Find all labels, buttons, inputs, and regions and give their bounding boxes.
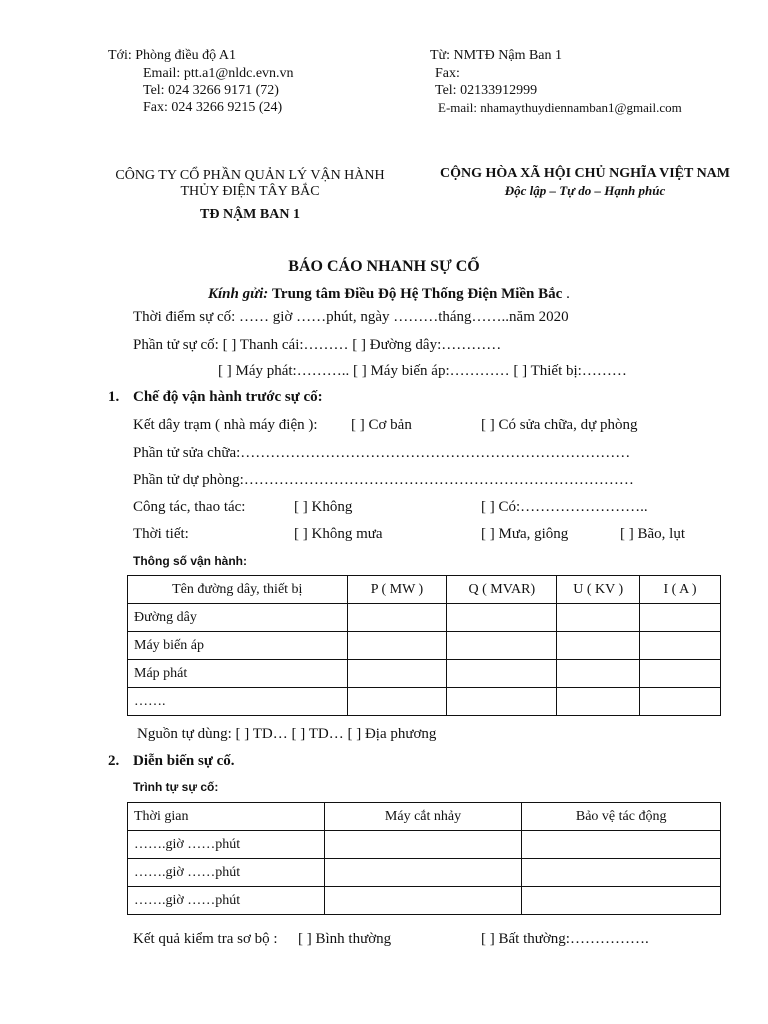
to-email: Email: ptt.a1@nldc.evn.vn	[143, 66, 294, 81]
table-cell	[640, 604, 721, 632]
table-cell	[557, 632, 640, 660]
wiring-option-basic: [ ] Cơ bản	[351, 417, 412, 433]
company-name-line2: THỦY ĐIỆN TÂY BẮC	[180, 184, 320, 199]
params-title: Thông số vận hành:	[133, 554, 247, 568]
recipient-line	[208, 286, 570, 303]
weather-label: Thời tiết:	[133, 526, 189, 542]
table-cell	[347, 660, 447, 688]
table-row	[128, 688, 721, 716]
params-row-label: …….	[128, 688, 348, 716]
table-row	[128, 632, 721, 660]
repair-element-line: Phần tử sửa chữa:……………………………………………………………………	[133, 445, 631, 461]
to-fax: Fax: 024 3266 9215 (24)	[143, 100, 283, 115]
params-row-label: Máp phát	[128, 660, 348, 688]
sequence-header-time: Thời gian	[128, 803, 325, 831]
table-cell	[522, 859, 721, 887]
wiring-label: Kết dây trạm ( nhà máy điện ):	[133, 417, 318, 433]
incident-element-line1: Phần tử sự cố: [ ] Thanh cái:……… [ ] Đường dây:…………	[133, 337, 502, 353]
table-cell	[640, 688, 721, 716]
table-cell	[447, 688, 557, 716]
recipient-prefix: Kính gửi:	[208, 286, 269, 302]
sequence-header-breaker: Máy cắt nhảy	[324, 803, 522, 831]
params-header-q: Q ( MVAR)	[447, 576, 557, 604]
incident-element-line2: [ ] Máy phát:……….. [ ] Máy biến áp:………… [ ] Thiết bị:………	[218, 363, 627, 379]
work-option-no: [ ] Không	[294, 499, 353, 515]
sequence-header-row	[128, 803, 721, 831]
table-cell	[347, 604, 447, 632]
table-row	[128, 604, 721, 632]
table-cell	[522, 831, 721, 859]
params-header-u: U ( KV )	[557, 576, 640, 604]
table-cell	[640, 660, 721, 688]
recipient-name: Trung tâm Điều Độ Hệ Thống Điện Miền Bắc	[272, 286, 563, 302]
table-cell	[324, 859, 522, 887]
weather-option-storm: [ ] Bão, lụt	[620, 526, 685, 542]
table-row	[128, 859, 721, 887]
table-cell	[557, 688, 640, 716]
table-cell	[347, 632, 447, 660]
recipient-end: .	[566, 286, 570, 302]
from-tel: Tel: 02133912999	[435, 83, 538, 98]
incident-time: Thời điểm sự cố: …… giờ ……phút, ngày ………tháng……..năm 2020	[133, 309, 569, 325]
check-option-abnormal: [ ] Bất thường:…………….	[481, 931, 649, 947]
table-cell	[447, 604, 557, 632]
params-header-row	[128, 576, 721, 604]
weather-option-rain: [ ] Mưa, giông	[481, 526, 569, 542]
params-row-label: Đường dây	[128, 604, 348, 632]
section1-number: 1.	[108, 389, 120, 405]
sequence-row-time: …….giờ ……phút	[128, 887, 325, 915]
params-header-name: Tên đường dây, thiết bị	[128, 576, 348, 604]
check-label: Kết quả kiểm tra sơ bộ :	[133, 931, 278, 947]
section1-title: Chế độ vận hành trước sự cố:	[133, 389, 323, 405]
table-cell	[324, 887, 522, 915]
table-row	[128, 887, 721, 915]
country-name: CỘNG HÒA XÃ HỘI CHỦ NGHĨA VIỆT NAM	[439, 166, 730, 181]
params-row-label: Máy biến áp	[128, 632, 348, 660]
table-cell	[522, 887, 721, 915]
table-cell	[557, 660, 640, 688]
report-title: BÁO CÁO NHANH SỰ CỐ	[288, 258, 480, 275]
national-motto: Độc lập – Tự do – Hạnh phúc	[504, 183, 666, 198]
wiring-option-repair: [ ] Có sửa chữa, dự phòng	[481, 417, 638, 433]
params-header-i: I ( A )	[640, 576, 721, 604]
sequence-header-protection: Bảo vệ tác động	[522, 803, 721, 831]
to-tel: Tel: 024 3266 9171 (72)	[143, 83, 279, 98]
sequence-table	[127, 802, 721, 915]
sequence-row-time: …….giờ ……phút	[128, 831, 325, 859]
company-name-line1: CÔNG TY CỔ PHẦN QUẢN LÝ VẬN HÀNH	[115, 168, 385, 183]
sequence-row-time: …….giờ ……phút	[128, 859, 325, 887]
work-label: Công tác, thao tác:	[133, 499, 246, 515]
table-cell	[447, 632, 557, 660]
from-label: Từ: NMTĐ Nậm Ban 1	[430, 48, 563, 63]
section2-number: 2.	[108, 753, 120, 769]
weather-option-no-rain: [ ] Không mưa	[294, 526, 383, 542]
work-option-yes: [ ] Có:……………………..	[481, 499, 648, 515]
params-table	[127, 575, 721, 716]
params-header-p: P ( MW )	[347, 576, 447, 604]
table-cell	[324, 831, 522, 859]
self-use-source: Nguồn tự dùng: [ ] TD… [ ] TD… [ ] Địa phương	[137, 726, 437, 742]
table-cell	[447, 660, 557, 688]
standby-element-line: Phần tử dự phòng:……………………………………………………………………	[133, 472, 634, 488]
section2-title: Diễn biến sự cố.	[133, 753, 235, 769]
plant-name: TĐ NẬM BAN 1	[200, 207, 300, 222]
to-label: Tới: Phòng điều độ A1	[108, 48, 236, 63]
check-option-normal: [ ] Bình thường	[298, 931, 392, 947]
table-cell	[347, 688, 447, 716]
table-cell	[557, 604, 640, 632]
sequence-title: Trình tự sự cố:	[133, 780, 219, 794]
from-fax: Fax:	[435, 66, 460, 81]
table-row	[128, 660, 721, 688]
table-cell	[640, 632, 721, 660]
from-email: E-mail: nhamaythuydiennamban1@gmail.com	[438, 100, 682, 115]
table-row	[128, 831, 721, 859]
